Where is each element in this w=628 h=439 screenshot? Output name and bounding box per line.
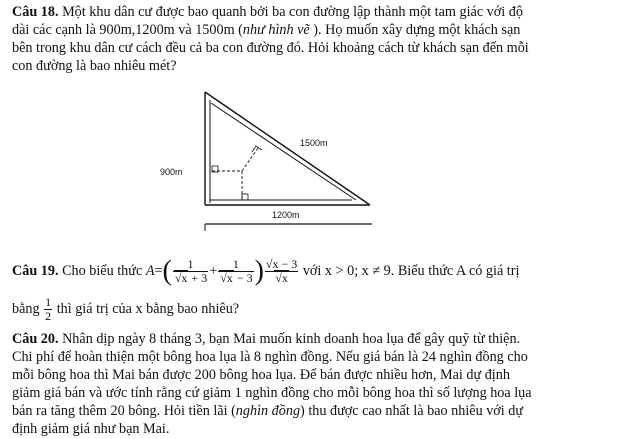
label-1500m: 1500m <box>300 138 328 148</box>
plus-sign: + <box>209 263 218 279</box>
q19-text-2a: bằng <box>12 301 44 317</box>
right-paren-icon: ) <box>254 255 264 287</box>
fraction-half: $\frac{1}{2}$ <box>45 295 52 324</box>
fraction-1: $\frac{1}{√x + 3}$ <box>174 257 208 286</box>
q20-line-4 <box>12 385 618 402</box>
q20-line-1 <box>12 331 618 348</box>
q18-text-2c: ). Họ muốn xây dựng một khách sạn <box>309 22 521 38</box>
q18-text-2a: dài các cạnh là 900m,1200m và 1500m ( <box>12 22 243 38</box>
q20-label: Câu 20. <box>12 331 59 347</box>
q20-text-5c: ) thu được cao nhất là bao nhiêu với dự <box>300 403 524 419</box>
q19-label: Câu 19. <box>12 263 59 279</box>
q20-text-5b: nghìn đồng <box>235 403 301 419</box>
q20-text-2: Chi phí để hoàn thiện một bông hoa lụa là 8 nghìn đồng. Nếu giá bán là 24 nghìn đồng cho <box>12 349 528 365</box>
q20-text-3: mỗi bông hoa thì Mai bán được 200 bông hoa lụa. Để bán được nhiều hơn, Mai dự định <box>12 367 510 383</box>
q20-text-1: Nhân dịp ngày 8 tháng 3, bạn Mai muốn kinh doanh hoa lụa để gây quỹ từ thiện. <box>58 331 521 347</box>
q20-text-6: định giảm giá như bạn Mai. <box>12 421 170 437</box>
q19-text-2b: thì giá trị của x bằng bao nhiêu? <box>53 301 240 317</box>
fraction-2: $\frac{1}{√x - 3}$ <box>220 257 253 286</box>
q18-text-3: bên trong khu dân cư cách đều cả ba con đường đó. Hỏi khoảng cách từ khách sạn đến mỗi <box>12 40 529 56</box>
left-paren-icon: ( <box>162 255 172 287</box>
label-900m: 900m <box>160 167 183 177</box>
q20-line-6 <box>12 421 618 438</box>
fraction-3: $\frac{√x - 3}{√x}$ <box>265 257 298 286</box>
q19-eq: = <box>154 263 163 279</box>
q18-text-4: con đường là bao nhiêu mét? <box>12 58 177 74</box>
q19-condition: với x > 0; x ≠ 9. Biểu thức A có giá trị <box>299 263 520 279</box>
q18-text-2b: như hình vẽ <box>242 22 310 38</box>
q18-text-1: Một khu dân cư được bao quanh bởi ba con đường lập thành một tam giác với độ <box>58 4 523 20</box>
q19-line-2 <box>12 294 618 324</box>
q20-line-2 <box>12 349 618 366</box>
q20-line-3 <box>12 367 618 384</box>
q19-text-a: Cho biểu thức <box>58 263 146 279</box>
label-1200m: 1200m <box>272 210 300 220</box>
q18-label: Câu 18. <box>12 4 59 20</box>
q19-var-A: A <box>145 263 155 279</box>
q20-text-5a: bán ra tăng thêm 20 bông. Hỏi tiền lãi ( <box>12 403 236 419</box>
q19-line-1 <box>12 256 618 286</box>
q20-line-5 <box>12 403 618 420</box>
q20-text-4: giảm giá bán và ước tính rằng cứ giảm 1 nghìn đồng cho mỗi bông hoa thì số lượng hoa lụa <box>12 385 532 401</box>
